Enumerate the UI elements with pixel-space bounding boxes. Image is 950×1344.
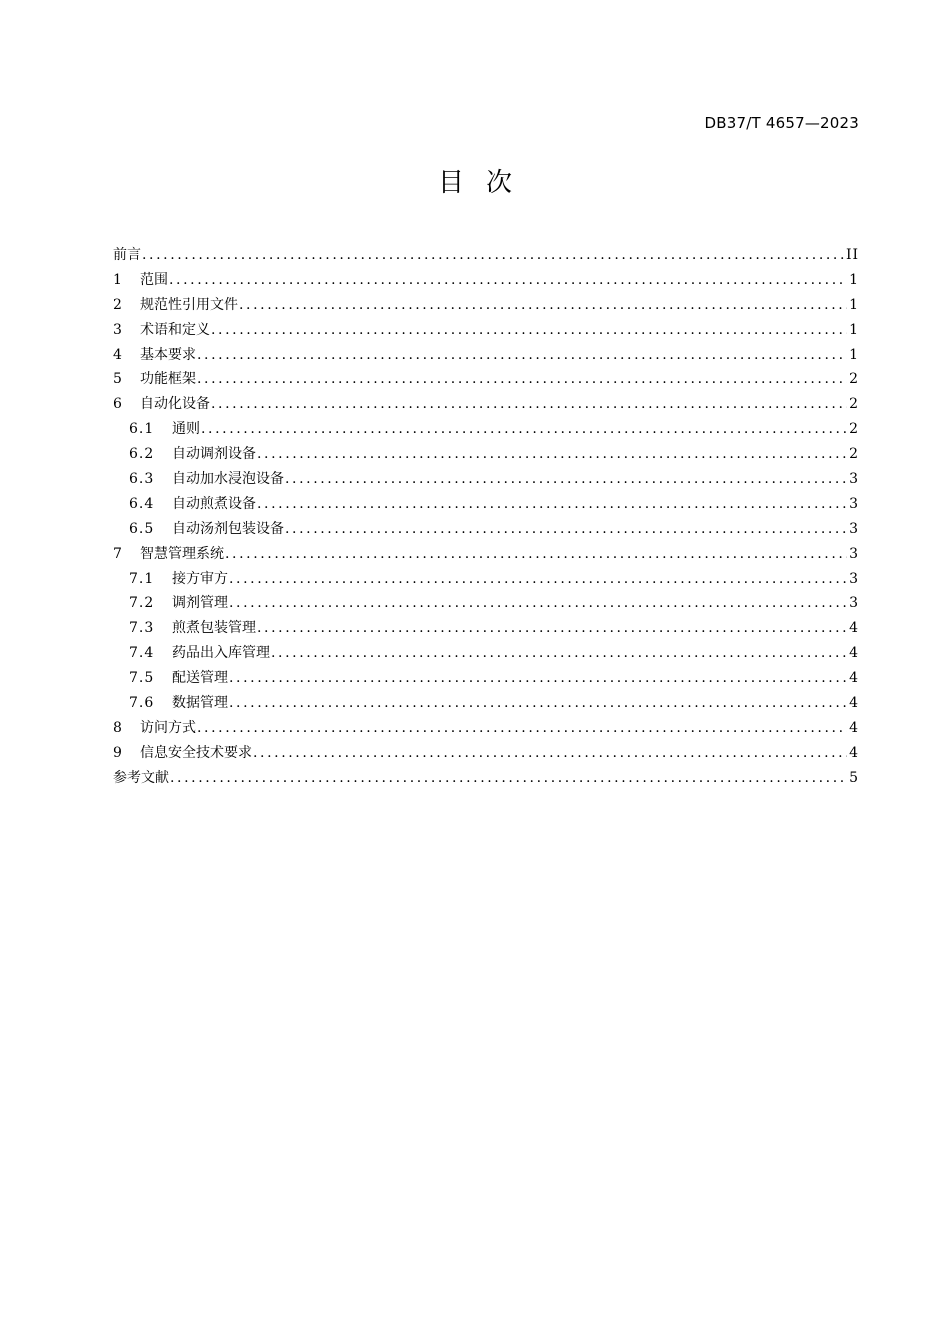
toc-page-number: 4 (849, 620, 859, 637)
toc-entry-text: 自动调剂设备 (172, 446, 256, 463)
toc-leader-dots (257, 616, 847, 641)
toc-entry-7-1[interactable] (113, 567, 859, 592)
toc-leader-dots (229, 691, 847, 716)
toc-entry-7-4[interactable] (113, 641, 859, 666)
toc-leader-dots (201, 417, 847, 442)
toc-leader-dots (229, 567, 847, 592)
toc-entry-number: 7.1 (129, 570, 155, 587)
toc-entry-number: 7.4 (129, 645, 155, 662)
toc-leader-dots (229, 591, 847, 616)
toc-entry-5[interactable] (113, 367, 859, 392)
toc-page-number: 3 (849, 520, 859, 537)
toc-entry-number: 5 (113, 371, 122, 388)
toc-entry-number: 7.2 (129, 595, 155, 612)
toc-page-number: 3 (849, 595, 859, 612)
toc-entry-text: 接方审方 (172, 570, 228, 587)
toc-leader-dots (169, 268, 847, 293)
toc-entry-4[interactable] (113, 343, 859, 368)
toc-page-number: 4 (849, 695, 859, 712)
toc-entry-text: 药品出入库管理 (172, 645, 270, 662)
toc-entry-7-6[interactable] (113, 691, 859, 716)
toc-entry-6-3[interactable] (113, 467, 859, 492)
toc-entry-6-4[interactable] (113, 492, 859, 517)
toc-leader-dots (285, 517, 847, 542)
toc-entry-number: 4 (113, 346, 122, 363)
toc-leader-dots (239, 293, 847, 318)
toc-leader-dots (211, 318, 847, 343)
toc-page-number: 4 (849, 744, 859, 761)
toc-entry-text: 自动化设备 (140, 396, 210, 413)
toc-entry-text: 自动汤剂包装设备 (172, 520, 284, 537)
toc-page-number: 4 (849, 645, 859, 662)
toc-entry-2[interactable] (113, 293, 859, 318)
toc-entry-7-5[interactable] (113, 666, 859, 691)
toc-entry-text: 访问方式 (140, 719, 196, 736)
toc-entry-number: 1 (113, 271, 122, 288)
toc-entry-number: 7 (113, 545, 122, 562)
toc-entry-number: 9 (113, 744, 122, 761)
table-of-contents (113, 243, 859, 791)
document-code: DB37/T 4657—2023 (704, 114, 859, 132)
toc-entry-6[interactable] (113, 392, 859, 417)
toc-page-number: 2 (849, 446, 859, 463)
toc-page-number: 1 (849, 321, 859, 338)
toc-leader-dots (197, 343, 847, 368)
toc-leader-dots (197, 367, 847, 392)
toc-entry-text: 调剂管理 (172, 595, 228, 612)
toc-leader-dots (257, 442, 847, 467)
toc-entry-7[interactable] (113, 542, 859, 567)
toc-entry-text: 信息安全技术要求 (140, 744, 252, 761)
toc-entry-foreword[interactable] (113, 243, 859, 268)
toc-entry-number: 6.4 (129, 495, 155, 512)
toc-entry-number: 6 (113, 396, 122, 413)
toc-leader-dots (197, 716, 847, 741)
toc-leader-dots (285, 467, 847, 492)
toc-page-number: 2 (849, 371, 859, 388)
toc-page-number: 3 (849, 471, 859, 488)
toc-page-number: 3 (849, 495, 859, 512)
toc-entry-1[interactable] (113, 268, 859, 293)
toc-entry-number: 7.6 (129, 695, 155, 712)
toc-entry-text: 配送管理 (172, 670, 228, 687)
toc-page-number: 1 (849, 346, 859, 363)
toc-entry-number: 7.5 (129, 670, 155, 687)
toc-page-number: 5 (849, 769, 859, 786)
toc-entry-text: 自动加水浸泡设备 (172, 471, 284, 488)
toc-entry-3[interactable] (113, 318, 859, 343)
toc-entry-text: 前言 (113, 247, 141, 263)
toc-entry-number: 2 (113, 296, 122, 313)
toc-page-number: 1 (849, 271, 859, 288)
toc-entry-number: 7.3 (129, 620, 155, 637)
toc-entry-text: 煎煮包装管理 (172, 620, 256, 637)
toc-entry-7-2[interactable] (113, 591, 859, 616)
toc-entry-text: 功能框架 (140, 371, 196, 388)
toc-entry-number: 3 (113, 321, 122, 338)
toc-leader-dots (170, 766, 847, 791)
toc-leader-dots (257, 492, 847, 517)
toc-entry-7-3[interactable] (113, 616, 859, 641)
toc-entry-text: 术语和定义 (140, 321, 210, 338)
toc-page-number: 3 (849, 570, 859, 587)
toc-page-number: 4 (849, 719, 859, 736)
toc-entry-number: 6.1 (129, 421, 155, 438)
toc-entry-8[interactable] (113, 716, 859, 741)
toc-page-number: 3 (849, 545, 859, 562)
toc-entry-6-5[interactable] (113, 517, 859, 542)
toc-leader-dots (229, 666, 847, 691)
toc-page-number: 1 (849, 296, 859, 313)
toc-page-number: 2 (849, 421, 859, 438)
toc-page-number: 4 (849, 670, 859, 687)
toc-entry-number: 6.2 (129, 446, 155, 463)
page-title: 目次 (437, 168, 534, 198)
toc-entry-text: 规范性引用文件 (140, 296, 238, 313)
toc-entry-number: 6.3 (129, 471, 155, 488)
toc-entry-number: 6.5 (129, 520, 155, 537)
toc-leader-dots (142, 243, 844, 268)
toc-entry-text: 参考文献 (113, 769, 169, 786)
toc-entry-text: 范围 (140, 271, 168, 288)
toc-entry-text: 智慧管理系统 (140, 545, 224, 562)
toc-entry-text: 数据管理 (172, 695, 228, 712)
toc-leader-dots (253, 741, 847, 766)
toc-leader-dots (225, 542, 847, 567)
toc-page-number: II (845, 247, 859, 263)
toc-entry-6-2[interactable] (113, 442, 859, 467)
toc-entry-references[interactable] (113, 766, 859, 791)
toc-entry-text: 基本要求 (140, 346, 196, 363)
toc-leader-dots (271, 641, 847, 666)
toc-entry-text: 通则 (172, 421, 200, 438)
toc-page-number: 2 (849, 396, 859, 413)
toc-leader-dots (211, 392, 847, 417)
toc-entry-number: 8 (113, 719, 122, 736)
toc-entry-9[interactable] (113, 741, 859, 766)
toc-entry-text: 自动煎煮设备 (172, 495, 256, 512)
toc-entry-6-1[interactable] (113, 417, 859, 442)
